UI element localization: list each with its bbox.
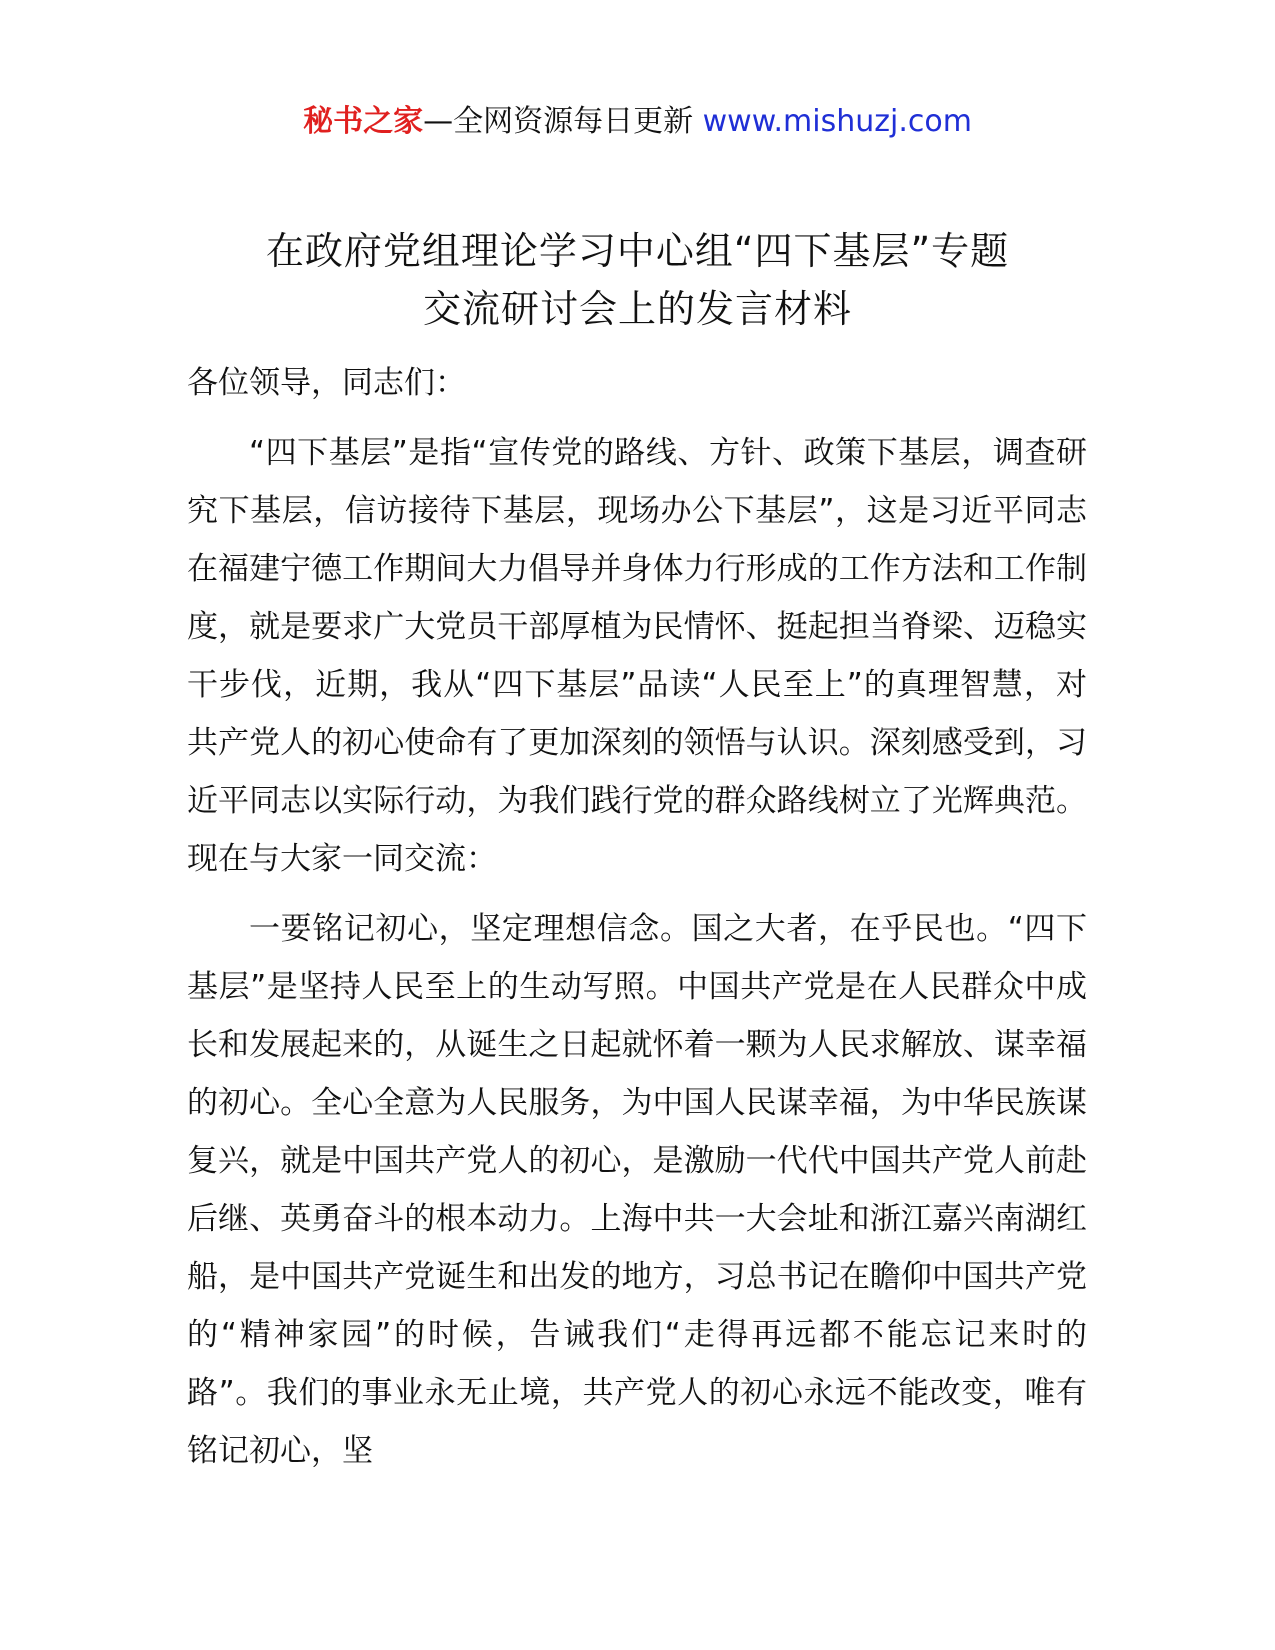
- document-title: [0, 222, 1275, 338]
- site-brand: 秘书之家: [303, 104, 424, 139]
- paragraph-1: “四下基层”是指“宣传党的路线、方针、政策下基层，调查研究下基层，信访接待下基层，现场办公下基层”，这是习近平同志在福建宁德工作期间大力倡导并身体力行形成的工作方法和工作制度，就是要求广大党员干部厚植为民情怀、挺起担当脊梁、迈稳实干步伐，近期，我从“四下基层”品读“人民至上”的真理智慧，对共产党人的初心使命有了更加深刻的领悟与认识。深刻感受到，习近平同志以实际行动，为我们践行党的群众路线树立了光辉典范。现在与大家一同交流：: [187, 435, 1087, 877]
- salutation: 各位领导，同志们：: [187, 365, 466, 401]
- document-body: [187, 354, 1087, 1492]
- paragraph-2: 一要铭记初心，坚定理想信念。国之大者，在乎民也。“四下基层”是坚持人民至上的生动写照。中国共产党是在人民群众中成长和发展起来的，从诞生之日起就怀着一颗为人民求解放、谋幸福的初心。全心全意为人民服务，为中国人民谋幸福，为中华民族谋复兴，就是中国共产党人的初心，是激励一代代中国共产党人前赴后继、英勇奋斗的根本动力。上海中共一大会址和浙江嘉兴南湖红船，是中国共产党诞生和出发的地方，习总书记在瞻仰中国共产党的“精神家园”的时候，告诫我们“走得再远都不能忘记来时的路”。我们的事业永无止境，共产党人的初心永远不能改变，唯有铭记初心，坚: [187, 911, 1087, 1469]
- site-url-link[interactable]: www.mishuzj.com: [702, 104, 972, 139]
- site-header: [0, 100, 1275, 144]
- site-tagline: —全网资源每日更新: [423, 104, 694, 139]
- title-line-1: 在政府党组理论学习中心组“四下基层”专题: [265, 229, 1010, 273]
- title-line-2: 交流研讨会上的发言材料: [422, 287, 852, 331]
